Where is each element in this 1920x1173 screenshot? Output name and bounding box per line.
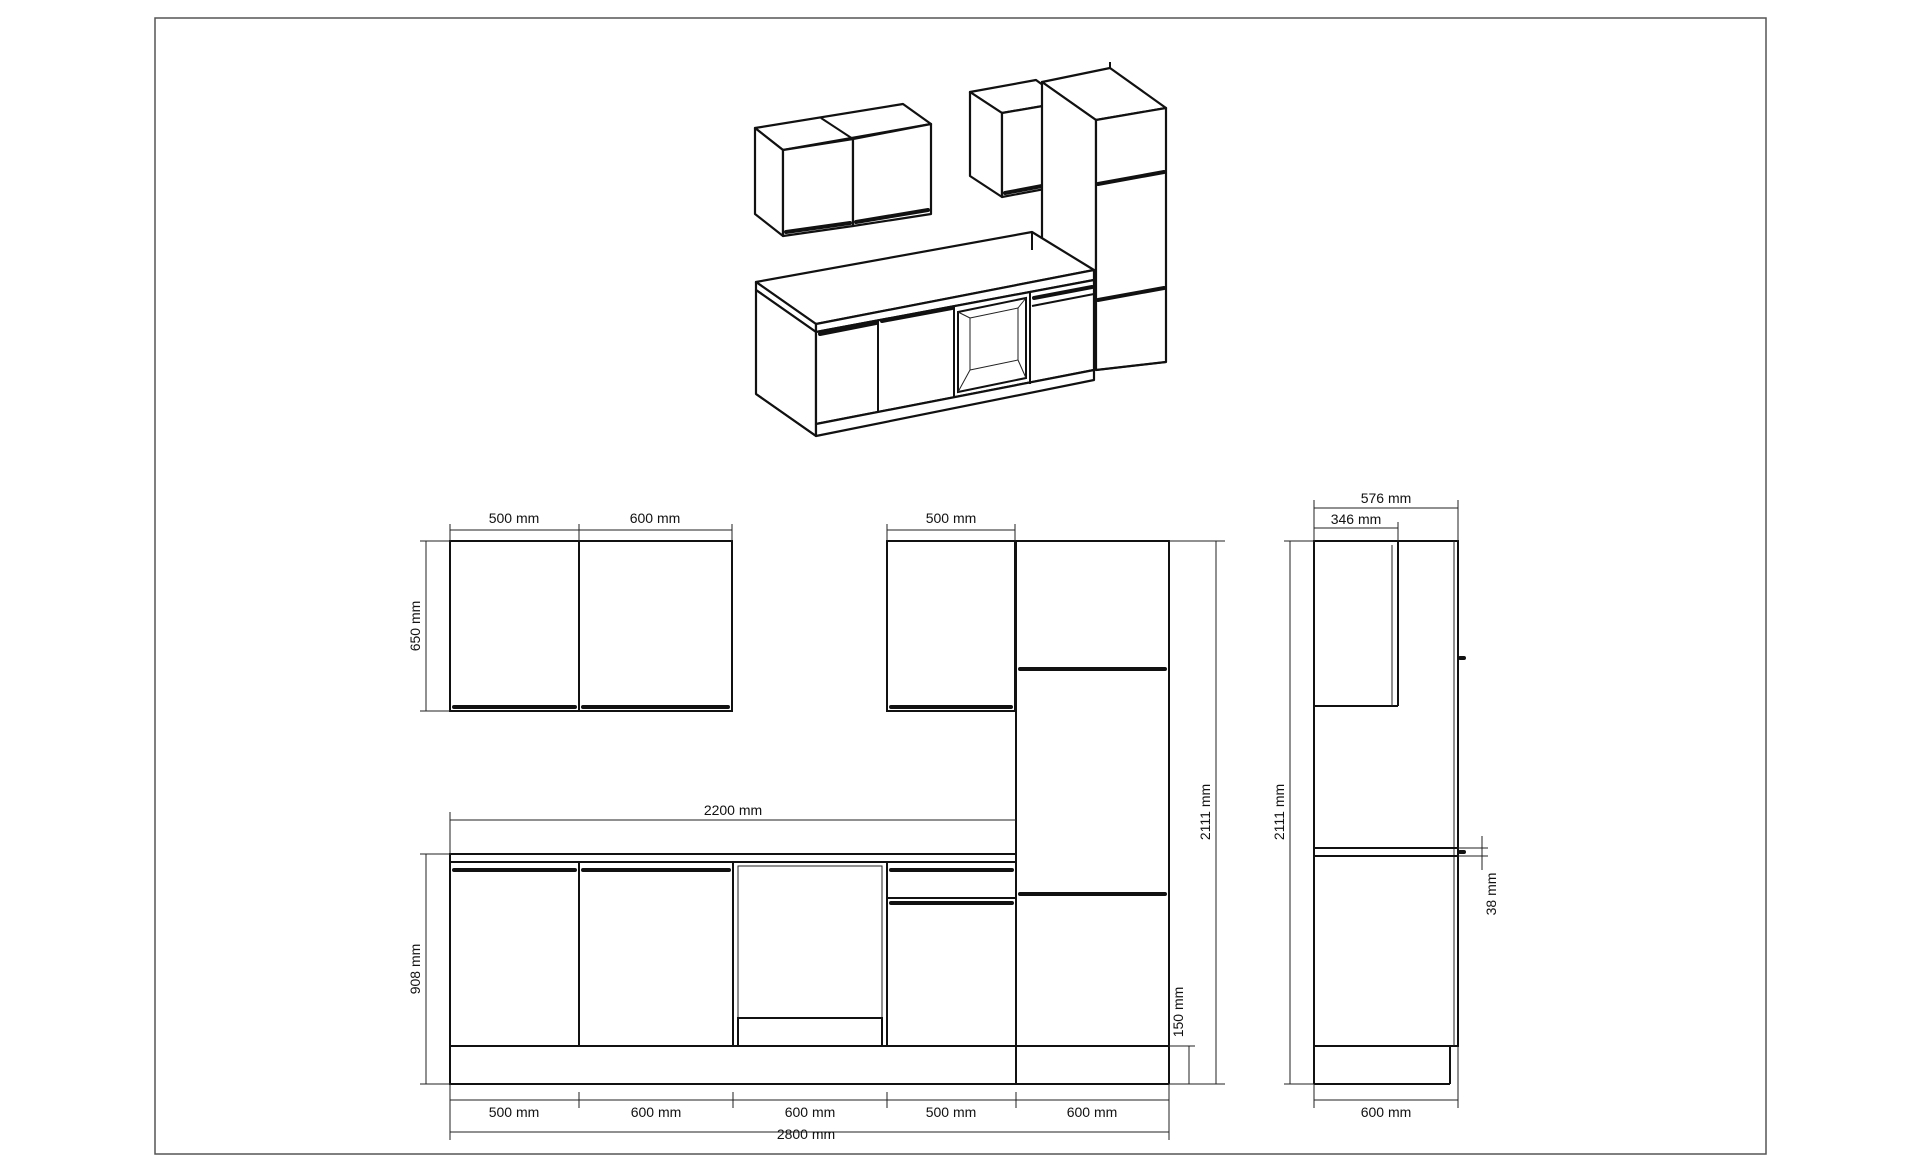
dim-side-depth-top: 576 mm	[1360, 490, 1412, 506]
dim-side-depth-bottom: 600 mm	[1360, 1104, 1412, 1120]
dim-base-width-2: 600 mm	[630, 1104, 682, 1120]
dim-base-width-1: 500 mm	[488, 1104, 540, 1120]
dim-wall-width-3: 500 mm	[925, 510, 977, 526]
base-cabinet-4	[887, 862, 1016, 1046]
dim-base-height: 908 mm	[407, 943, 423, 995]
front-view	[407, 510, 1225, 1142]
tall-cabinet	[1016, 541, 1169, 1046]
wall-cabinet-1	[450, 541, 579, 711]
dim-total-length: 2800 mm	[776, 1126, 836, 1142]
base-cabinet-1	[450, 862, 579, 1046]
dim-wall-width-1: 500 mm	[488, 510, 540, 526]
dim-countertop-length: 2200 mm	[703, 802, 763, 818]
dim-tall-height: 2111 mm	[1197, 783, 1213, 841]
isometric-view	[755, 62, 1166, 436]
dim-side-depth-inner: 346 mm	[1330, 511, 1382, 527]
dim-countertop-thickness: 38 mm	[1483, 872, 1499, 916]
dim-base-width-4: 500 mm	[925, 1104, 977, 1120]
dim-wall-width-2: 600 mm	[629, 510, 681, 526]
countertop	[450, 854, 1016, 862]
dim-base-width-5: 600 mm	[1066, 1104, 1118, 1120]
plinth	[450, 1046, 1016, 1084]
dim-base-width-3: 600 mm	[784, 1104, 836, 1120]
base-cabinet-2	[579, 862, 733, 1046]
side-tall-cabinet	[1314, 541, 1458, 1046]
wall-cabinet-2	[579, 541, 732, 711]
iso-wall-cabinets-left	[755, 104, 931, 236]
dim-plinth-height: 150 mm	[1170, 986, 1186, 1038]
dim-side-height: 2111 mm	[1271, 783, 1287, 841]
side-view	[1271, 490, 1499, 1120]
wall-cabinet-3	[887, 541, 1015, 711]
iso-base-run	[756, 232, 1094, 436]
dim-wall-height: 650 mm	[407, 600, 423, 652]
drawing-frame	[155, 18, 1766, 1154]
